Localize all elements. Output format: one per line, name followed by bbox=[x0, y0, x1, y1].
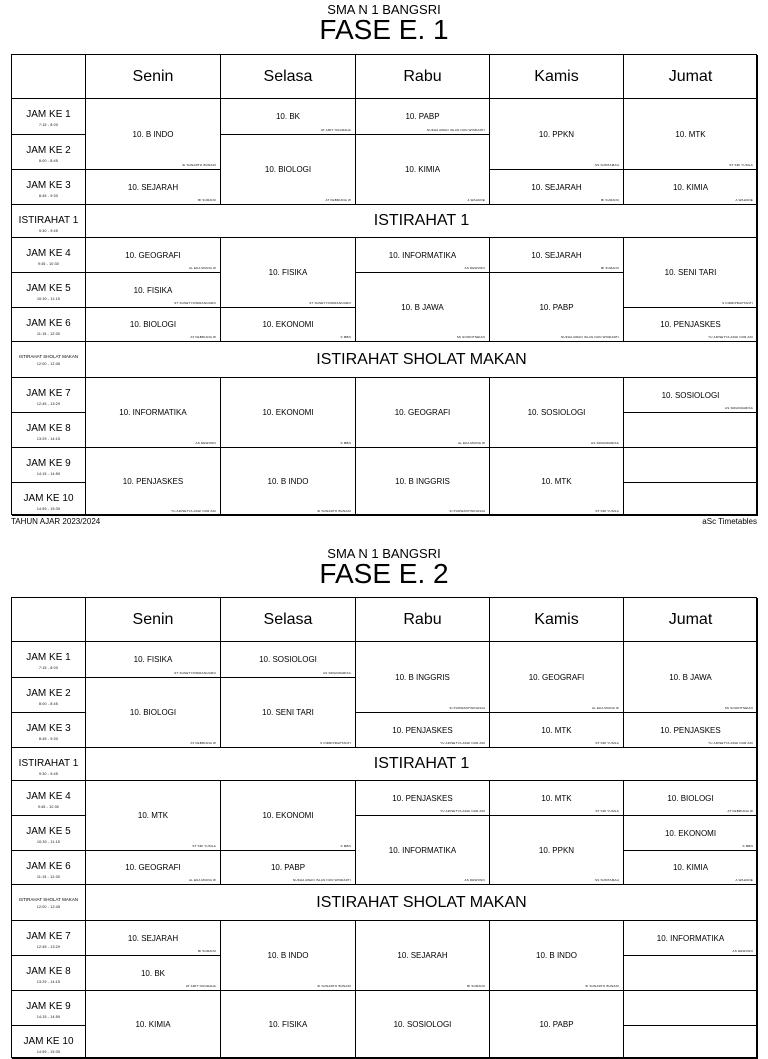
lesson-teacher: ST SUSETYOWIRANUGRO bbox=[174, 301, 216, 305]
period-label bbox=[12, 273, 86, 308]
period-name: JAM KE 7 bbox=[26, 931, 71, 942]
lesson-cell[interactable] bbox=[86, 238, 221, 273]
lesson-subject: 10. GEOGRAFI bbox=[125, 863, 181, 872]
day-header-selasa: Selasa bbox=[221, 55, 356, 99]
lesson-teacher: NUKHA AWAN ISLAN NUN WINDARTI bbox=[426, 128, 485, 132]
lesson-subject: 10. FISIKA bbox=[133, 285, 173, 295]
lesson-subject: 10. EKONOMI bbox=[664, 828, 717, 838]
lesson-teacher: AS SRIANDARIKA bbox=[725, 406, 753, 410]
lesson-cell[interactable] bbox=[221, 991, 356, 1059]
lesson-cell[interactable] bbox=[356, 135, 490, 205]
lesson-cell[interactable] bbox=[86, 308, 221, 342]
period-name: JAM KE 9 bbox=[26, 458, 71, 469]
lesson-cell[interactable] bbox=[221, 678, 356, 748]
lesson-teacher: AS DEWONO bbox=[732, 949, 753, 953]
period-label bbox=[12, 921, 86, 956]
lesson-subject: 10. PABP bbox=[270, 863, 306, 872]
period-time: 12:00 - 12:45 bbox=[36, 362, 61, 366]
lesson-subject: 10. BIOLOGI bbox=[264, 165, 312, 174]
lesson-teacher: NUKHA AWAN ISLAN NUN WINDARTI bbox=[292, 878, 351, 882]
lesson-teacher: SI SUNARTO BUNADI bbox=[317, 509, 351, 513]
lesson-teacher: A WAHUDE bbox=[735, 198, 753, 202]
lesson-subject: 10. B INDO bbox=[267, 477, 309, 486]
period-name: JAM KE 1 bbox=[26, 109, 71, 120]
lesson-cell[interactable] bbox=[221, 851, 356, 885]
period-time: 9:30 - 9:45 bbox=[39, 229, 58, 233]
lesson-subject: 10. SOSIOLOGI bbox=[259, 655, 317, 664]
period-time: 14:59 - 15:39 bbox=[36, 507, 61, 511]
lesson-teacher: ST SRI YUSILA bbox=[729, 163, 753, 167]
lesson-subject: 10. PENJASKES bbox=[660, 725, 721, 735]
period-time: 13:29 - 14:15 bbox=[36, 980, 61, 984]
lesson-teacher: SI SUNARTO BUNADI bbox=[317, 984, 351, 988]
day-header-selasa: Selasa bbox=[221, 598, 356, 642]
lesson-subject: 10. SEJARAH bbox=[397, 951, 448, 960]
timetable-grid bbox=[11, 54, 757, 515]
lesson-cell[interactable] bbox=[624, 851, 758, 885]
lesson-teacher: SS SOORITNEIAN bbox=[724, 706, 753, 710]
empty-cell bbox=[624, 991, 758, 1026]
timetable-grid bbox=[11, 597, 757, 1058]
lesson-teacher: AT FEBRIANA W bbox=[727, 809, 753, 813]
lesson-teacher: BI SURAINI bbox=[601, 198, 619, 202]
lesson-subject: 10. FISIKA bbox=[268, 1020, 308, 1029]
lesson-teacher: YU ADISETYA ADHI NUR ADI bbox=[440, 741, 485, 745]
footer-year: TAHUN AJAR 2023/2024 bbox=[11, 517, 101, 526]
lesson-cell[interactable] bbox=[624, 238, 758, 308]
period-time: 10:30 - 11:15 bbox=[37, 297, 60, 301]
lesson-cell[interactable] bbox=[86, 378, 221, 448]
lesson-subject: 10. MTK bbox=[137, 811, 169, 820]
lesson-cell[interactable] bbox=[221, 642, 356, 678]
lesson-teacher: AS SRIANDARIKA bbox=[591, 441, 619, 445]
lesson-cell[interactable] bbox=[221, 238, 356, 308]
lesson-teacher: YU ADISETYA ADHI NUR ADI bbox=[171, 509, 216, 513]
lesson-cell[interactable] bbox=[624, 816, 758, 851]
period-name: JAM KE 3 bbox=[26, 180, 71, 191]
break-row-istirahat-1: ISTIRAHAT 1 bbox=[86, 748, 758, 781]
lesson-cell[interactable] bbox=[356, 921, 490, 991]
lesson-cell[interactable] bbox=[490, 921, 624, 991]
period-label bbox=[12, 1026, 86, 1059]
lesson-cell[interactable] bbox=[86, 991, 221, 1059]
lesson-subject: 10. KIMIA bbox=[672, 863, 709, 872]
lesson-cell[interactable] bbox=[356, 713, 490, 748]
lesson-cell[interactable] bbox=[221, 378, 356, 448]
period-name: JAM KE 6 bbox=[26, 861, 71, 872]
lesson-cell[interactable] bbox=[86, 170, 221, 205]
period-label bbox=[12, 816, 86, 851]
lesson-subject: 10. FISIKA bbox=[133, 655, 173, 664]
lesson-subject: 10. PABP bbox=[405, 112, 440, 121]
period-label bbox=[12, 135, 86, 170]
lesson-cell[interactable] bbox=[86, 642, 221, 678]
lesson-cell[interactable] bbox=[221, 448, 356, 516]
lesson-subject: 10. SEJARAH bbox=[531, 182, 582, 192]
lesson-teacher: S INDRIPRAPTANTI bbox=[722, 301, 753, 305]
lesson-subject: 10. SOSIOLOGI bbox=[661, 390, 720, 400]
lesson-subject: 10. BIOLOGI bbox=[129, 320, 177, 329]
lesson-teacher: YU ADISETYA ADHI NUR ADI bbox=[440, 809, 485, 813]
lesson-subject: 10. SEJARAH bbox=[127, 933, 179, 943]
period-label bbox=[12, 885, 86, 921]
lesson-subject: 10. SOSIOLOGI bbox=[393, 1020, 452, 1029]
lesson-teacher: SI PURWANTININGSIH bbox=[449, 706, 485, 710]
footer-brand: aSc Timetables bbox=[702, 517, 757, 526]
period-name: ISTIRAHAT 1 bbox=[18, 215, 79, 226]
lesson-cell[interactable] bbox=[221, 99, 356, 135]
lesson-cell[interactable] bbox=[86, 273, 221, 308]
period-label bbox=[12, 748, 86, 781]
lesson-teacher: AS DEWONO bbox=[195, 441, 216, 445]
lesson-subject: 10. GEOGRAFI bbox=[528, 672, 585, 682]
period-time: 7:15 - 8:00 bbox=[39, 123, 58, 127]
lesson-cell[interactable] bbox=[86, 851, 221, 885]
lesson-teacher: AL EKA MURIA W bbox=[188, 266, 216, 270]
lesson-cell[interactable] bbox=[86, 921, 221, 956]
break-row-sholat-makan: ISTIRAHAT SHOLAT MAKAN bbox=[86, 342, 758, 378]
lesson-cell[interactable] bbox=[356, 642, 490, 713]
lesson-teacher: S INDRIPRAPTANTI bbox=[320, 741, 351, 745]
lesson-teacher: NUKHA AWAN ISLAN NUN WINDARTI bbox=[560, 335, 619, 339]
lesson-subject: 10. MTK bbox=[675, 129, 706, 139]
lesson-subject: 10. SEJARAH bbox=[531, 250, 582, 260]
lesson-cell[interactable] bbox=[221, 921, 356, 991]
lesson-cell[interactable] bbox=[490, 238, 624, 273]
period-time: 12:00 - 12:45 bbox=[36, 905, 61, 909]
lesson-subject: 10. B INDO bbox=[536, 951, 577, 960]
period-name: JAM KE 7 bbox=[26, 388, 71, 399]
period-name: JAM KE 8 bbox=[26, 423, 71, 434]
break-row-sholat-makan: ISTIRAHAT SHOLAT MAKAN bbox=[86, 885, 758, 921]
lesson-teacher: ST SRI YUSILA bbox=[595, 809, 619, 813]
lesson-teacher: SI SUNARTO BUNADI bbox=[182, 163, 216, 167]
lesson-subject: 10. BIOLOGI bbox=[667, 793, 714, 803]
period-time: 7:15 - 8:00 bbox=[39, 666, 58, 670]
period-name: ISTIRAHAT SHOLAT MAKAN bbox=[18, 897, 79, 902]
lesson-teacher: SI SUNARTO BUNADI bbox=[585, 984, 619, 988]
period-label bbox=[12, 678, 86, 713]
lesson-subject: 10. SENI TARI bbox=[664, 268, 717, 277]
period-name: JAM KE 5 bbox=[26, 826, 71, 837]
lesson-subject: 10. INFORMATIKA bbox=[119, 408, 187, 417]
break-row-istirahat-1: ISTIRAHAT 1 bbox=[86, 205, 758, 238]
lesson-subject: 10. PPKN bbox=[538, 845, 575, 855]
period-label bbox=[12, 238, 86, 273]
period-name: ISTIRAHAT SHOLAT MAKAN bbox=[18, 354, 79, 359]
lesson-teacher: A WAHUDE bbox=[735, 878, 753, 882]
lesson-cell[interactable] bbox=[490, 642, 624, 713]
day-header-rabu: Rabu bbox=[356, 55, 490, 99]
period-time: 9:30 - 9:45 bbox=[39, 772, 58, 776]
period-name: JAM KE 8 bbox=[26, 966, 71, 977]
lesson-cell[interactable] bbox=[86, 781, 221, 851]
lesson-teacher: ST SRI YUSILA bbox=[595, 741, 619, 745]
lesson-cell[interactable] bbox=[356, 781, 490, 816]
period-name: JAM KE 4 bbox=[26, 791, 71, 802]
lesson-cell[interactable] bbox=[624, 921, 758, 956]
period-label bbox=[12, 713, 86, 748]
period-name: JAM KE 10 bbox=[23, 493, 74, 504]
period-time: 10:30 - 11:15 bbox=[37, 840, 60, 844]
period-name: JAM KE 9 bbox=[26, 1001, 71, 1012]
period-time: 11:15 - 12:00 bbox=[37, 332, 60, 336]
lesson-teacher: AS SRIANDARIKA bbox=[323, 671, 351, 675]
corner-cell bbox=[12, 55, 86, 99]
lesson-subject: 10. PABP bbox=[539, 1020, 574, 1029]
lesson-teacher: AS DEWONO bbox=[464, 878, 485, 882]
lesson-cell[interactable] bbox=[86, 678, 221, 748]
lesson-cell[interactable] bbox=[490, 378, 624, 448]
lesson-cell[interactable] bbox=[221, 781, 356, 851]
period-name: JAM KE 2 bbox=[26, 145, 71, 156]
lesson-cell[interactable] bbox=[490, 816, 624, 885]
lesson-teacher: ST SRI YUSILA bbox=[595, 509, 619, 513]
lesson-cell[interactable] bbox=[86, 448, 221, 516]
lesson-cell[interactable] bbox=[221, 308, 356, 342]
day-header-senin: Senin bbox=[86, 55, 221, 99]
lesson-subject: 10. PENJASKES bbox=[392, 793, 453, 803]
period-time: 14:15 - 14:59 bbox=[36, 1015, 61, 1019]
period-label bbox=[12, 170, 86, 205]
lesson-teacher: AT AMIT NUGRAHA bbox=[320, 128, 351, 132]
lesson-teacher: A WAHUDE bbox=[467, 198, 485, 202]
period-label bbox=[12, 205, 86, 238]
lesson-cell[interactable] bbox=[624, 642, 758, 713]
lesson-teacher: AS DEWONO bbox=[464, 266, 485, 270]
lesson-teacher: BI SURAINI bbox=[198, 198, 216, 202]
period-label bbox=[12, 308, 86, 342]
lesson-subject: 10. SOSIOLOGI bbox=[527, 408, 586, 417]
period-time: 14:15 - 14:59 bbox=[36, 472, 61, 476]
period-time: 12:45 - 13:29 bbox=[36, 945, 61, 949]
empty-cell bbox=[624, 483, 758, 516]
period-time: 9:45 - 10:30 bbox=[37, 805, 60, 809]
day-header-rabu: Rabu bbox=[356, 598, 490, 642]
day-header-jumat: Jumat bbox=[624, 598, 758, 642]
lesson-subject: 10. BIOLOGI bbox=[129, 708, 177, 717]
lesson-cell[interactable] bbox=[221, 135, 356, 205]
lesson-teacher: AL EKA MURIA W bbox=[188, 878, 216, 882]
period-label bbox=[12, 991, 86, 1026]
period-label bbox=[12, 483, 86, 516]
period-name: JAM KE 4 bbox=[26, 248, 71, 259]
period-name: JAM KE 5 bbox=[26, 283, 71, 294]
period-name: ISTIRAHAT 1 bbox=[18, 758, 79, 769]
lesson-cell[interactable] bbox=[624, 308, 758, 342]
lesson-subject: 10. EKONOMI bbox=[262, 811, 314, 820]
lesson-teacher: AL EKA MURIA W bbox=[591, 706, 619, 710]
period-label bbox=[12, 781, 86, 816]
lesson-subject: 10. B INGGRIS bbox=[395, 477, 450, 486]
lesson-subject: 10. INFORMATIKA bbox=[388, 845, 457, 855]
period-name: JAM KE 10 bbox=[23, 1036, 74, 1047]
lesson-cell[interactable] bbox=[356, 378, 490, 448]
lesson-cell[interactable] bbox=[356, 273, 490, 342]
lesson-subject: 10. KIMIA bbox=[404, 165, 441, 174]
day-header-senin: Senin bbox=[86, 598, 221, 642]
lesson-teacher: ST SUSETYOWIRANUGRO bbox=[309, 301, 351, 305]
lesson-cell[interactable] bbox=[356, 99, 490, 135]
empty-cell bbox=[624, 1026, 758, 1059]
lesson-cell[interactable] bbox=[490, 99, 624, 170]
lesson-subject: 10. KIMIA bbox=[135, 1020, 171, 1029]
period-label bbox=[12, 851, 86, 885]
period-label bbox=[12, 413, 86, 448]
lesson-cell[interactable] bbox=[624, 713, 758, 748]
period-label bbox=[12, 642, 86, 678]
lesson-teacher: SI PURWANTININGSIH bbox=[449, 509, 485, 513]
lesson-cell[interactable] bbox=[356, 816, 490, 885]
period-time: 11:15 - 12:00 bbox=[37, 875, 60, 879]
period-time: 9:45 - 10:30 bbox=[37, 262, 60, 266]
corner-cell bbox=[12, 598, 86, 642]
lesson-subject: 10. SEJARAH bbox=[127, 182, 179, 192]
lesson-teacher: AL EKA MURIA W bbox=[457, 441, 485, 445]
lesson-subject: 10. FISIKA bbox=[268, 268, 308, 277]
lesson-cell[interactable] bbox=[490, 713, 624, 748]
period-label bbox=[12, 378, 86, 413]
lesson-teacher: AT FEBRIANA W bbox=[190, 335, 216, 339]
empty-cell bbox=[624, 413, 758, 448]
lesson-teacher: ST SUSETYOWIRANUGRO bbox=[174, 671, 216, 675]
lesson-teacher: ST SRI YUSILA bbox=[192, 844, 216, 848]
lesson-cell[interactable] bbox=[86, 99, 221, 170]
period-time: 8:45 - 9:30 bbox=[39, 194, 58, 198]
school-name: SMA N 1 BANGSRI bbox=[327, 2, 441, 17]
lesson-subject: 10. PENJASKES bbox=[660, 320, 721, 329]
class-title: FASE E. 1 bbox=[319, 14, 449, 45]
lesson-cell[interactable] bbox=[624, 99, 758, 170]
lesson-subject: 10. GEOGRAFI bbox=[125, 250, 181, 260]
period-name: JAM KE 6 bbox=[26, 318, 71, 329]
empty-cell bbox=[624, 448, 758, 483]
period-time: 8:45 - 9:30 bbox=[39, 737, 58, 741]
lesson-subject: 10. PENJASKES bbox=[392, 725, 453, 735]
class-title: FASE E. 2 bbox=[319, 558, 449, 589]
lesson-teacher: SS SOORITNEIAN bbox=[456, 335, 485, 339]
period-label bbox=[12, 342, 86, 378]
lesson-cell[interactable] bbox=[490, 170, 624, 205]
day-header-jumat: Jumat bbox=[624, 55, 758, 99]
period-time: 12:45 - 13:29 bbox=[36, 402, 61, 406]
lesson-subject: 10. PPKN bbox=[538, 129, 575, 139]
lesson-subject: 10. EKONOMI bbox=[262, 320, 314, 329]
lesson-subject: 10. PABP bbox=[539, 302, 574, 312]
lesson-cell[interactable] bbox=[356, 991, 490, 1059]
lesson-cell[interactable] bbox=[624, 170, 758, 205]
day-header-kamis: Kamis bbox=[490, 55, 624, 99]
lesson-cell[interactable] bbox=[490, 448, 624, 516]
lesson-cell[interactable] bbox=[356, 238, 490, 273]
period-label bbox=[12, 448, 86, 483]
lesson-subject: 10. MTK bbox=[541, 725, 572, 735]
period-label bbox=[12, 99, 86, 135]
lesson-subject: 10. INFORMATIKA bbox=[388, 250, 457, 260]
lesson-teacher: S MBN bbox=[340, 844, 351, 848]
empty-cell bbox=[624, 956, 758, 991]
lesson-subject: 10. INFORMATIKA bbox=[656, 933, 725, 943]
period-time: 8:00 - 8:45 bbox=[39, 702, 58, 706]
lesson-cell[interactable] bbox=[490, 273, 624, 342]
lesson-subject: 10. B JAWA bbox=[401, 302, 444, 312]
lesson-subject: 10. BK bbox=[140, 968, 165, 978]
lesson-subject: 10. PENJASKES bbox=[122, 477, 184, 486]
lesson-teacher: AT AMIT NUGRAHA bbox=[185, 984, 216, 988]
lesson-subject: 10. B INDO bbox=[132, 129, 174, 139]
lesson-subject: 10. KIMIA bbox=[672, 182, 709, 192]
lesson-teacher: S MBN bbox=[742, 844, 753, 848]
day-header-kamis: Kamis bbox=[490, 598, 624, 642]
period-time: 14:59 - 15:39 bbox=[36, 1050, 61, 1054]
period-time: 8:00 - 8:45 bbox=[39, 159, 58, 163]
lesson-teacher: SS SUMTAMAH bbox=[595, 878, 619, 882]
lesson-teacher: AT FEBRIANA W bbox=[325, 198, 351, 202]
lesson-subject: 10. B INDO bbox=[267, 951, 309, 960]
lesson-cell[interactable] bbox=[86, 956, 221, 991]
lesson-subject: 10. MTK bbox=[541, 477, 572, 486]
lesson-subject: 10. B JAWA bbox=[669, 672, 712, 682]
lesson-subject: 10. BK bbox=[275, 112, 300, 121]
period-time: 13:29 - 14:15 bbox=[36, 437, 61, 441]
lesson-cell[interactable] bbox=[490, 991, 624, 1059]
lesson-teacher: SS SUMTAMAH bbox=[595, 163, 619, 167]
period-label bbox=[12, 956, 86, 991]
period-name: JAM KE 2 bbox=[26, 688, 71, 699]
school-name: SMA N 1 BANGSRI bbox=[327, 546, 441, 561]
lesson-teacher: BI SURAINI bbox=[601, 266, 619, 270]
lesson-teacher: S MBN bbox=[340, 335, 351, 339]
lesson-teacher: BI SURAINI bbox=[467, 984, 485, 988]
lesson-cell[interactable] bbox=[356, 448, 490, 516]
lesson-teacher: S MBN bbox=[340, 441, 351, 445]
lesson-subject: 10. MTK bbox=[541, 793, 572, 803]
lesson-subject: 10. B INGGRIS bbox=[395, 672, 450, 682]
lesson-subject: 10. SENI TARI bbox=[262, 708, 314, 717]
lesson-cell[interactable] bbox=[490, 781, 624, 816]
lesson-teacher: YU ADISETYA ADHI NUR ADI bbox=[708, 741, 753, 745]
lesson-cell[interactable] bbox=[624, 781, 758, 816]
lesson-teacher: YU ADISETYA ADHI NUR ADI bbox=[708, 335, 753, 339]
lesson-teacher: BI SURAINI bbox=[198, 949, 216, 953]
period-name: JAM KE 3 bbox=[26, 723, 71, 734]
lesson-cell[interactable] bbox=[624, 378, 758, 413]
lesson-subject: 10. EKONOMI bbox=[262, 408, 314, 417]
lesson-teacher: AT FEBRIANA W bbox=[190, 741, 216, 745]
period-name: JAM KE 1 bbox=[26, 652, 71, 663]
lesson-subject: 10. GEOGRAFI bbox=[394, 408, 451, 417]
